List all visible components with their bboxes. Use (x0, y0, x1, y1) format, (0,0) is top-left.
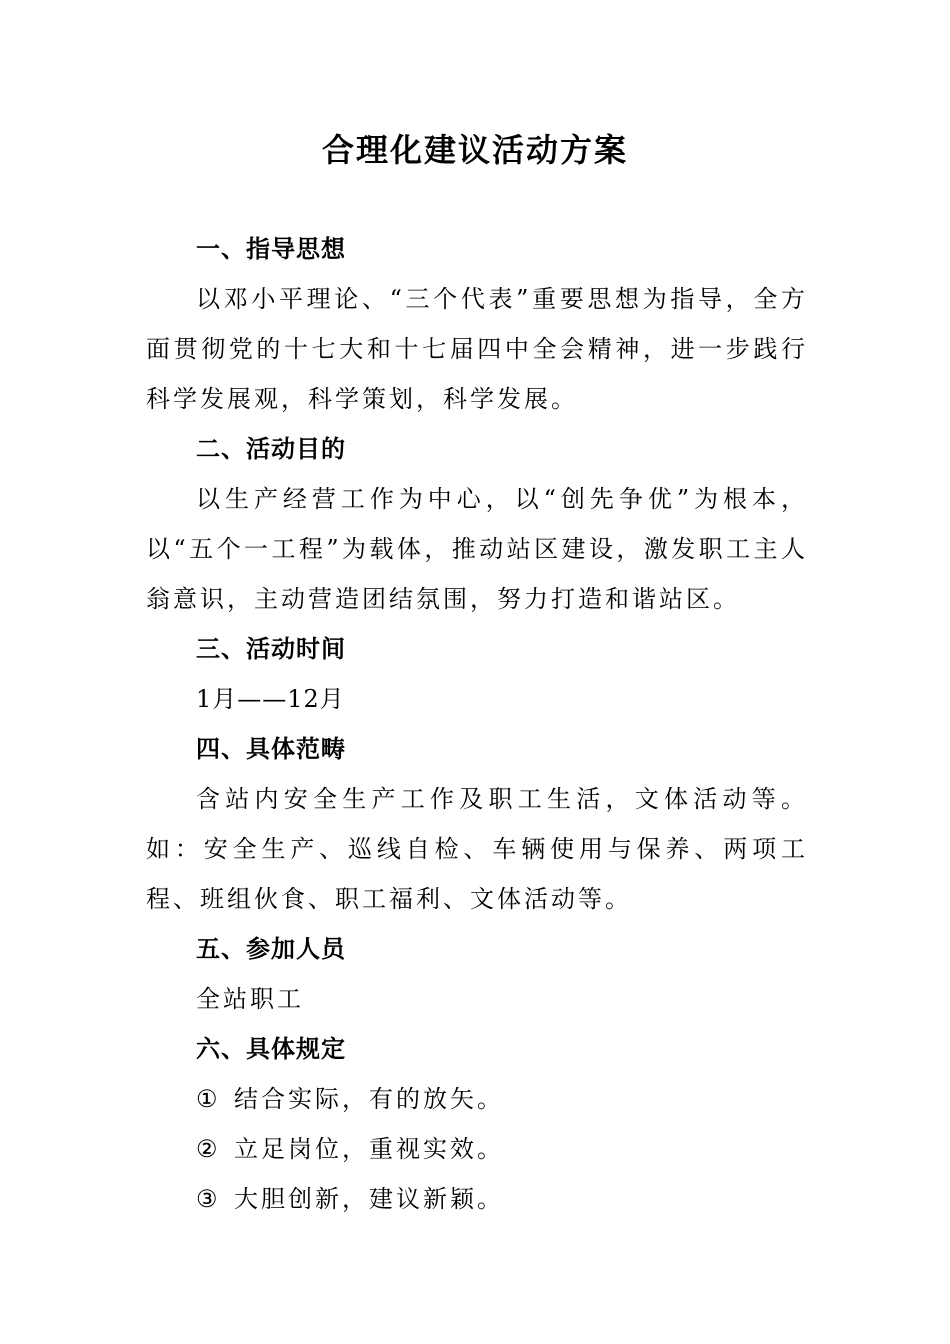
section-paragraph-participants: 全站职工 (196, 985, 304, 1013)
section-heading-activity-purpose: 二、活动目的 (196, 435, 346, 463)
regulation-item (146, 1124, 808, 1174)
section-paragraph-scope: 含站内安全生产工作及职工生活，文体活动等。如：安全生产、巡线自检、车辆使用与保养、两项工程、班组伙食、职工福利、文体活动等。 (146, 785, 808, 913)
document-title: 合理化建议活动方案 (321, 131, 628, 169)
regulation-item-text: 立足岗位，重视实效。 (234, 1135, 504, 1163)
document-body (146, 224, 808, 1224)
section-heading-scope: 四、具体范畴 (196, 735, 346, 763)
regulation-item-number: ③ (196, 1185, 221, 1213)
regulation-item (146, 1174, 808, 1224)
regulation-item-number: ② (196, 1135, 221, 1163)
section-heading-guiding-ideology: 一、指导思想 (196, 235, 346, 263)
regulation-item-text: 大胆创新，建议新颖。 (234, 1185, 504, 1213)
regulation-item-text: 结合实际，有的放矢。 (234, 1085, 504, 1113)
section-paragraph-activity-time: 1月——12月 (196, 685, 345, 713)
section-heading-regulations: 六、具体规定 (196, 1035, 346, 1063)
section-heading-participants: 五、参加人员 (196, 935, 346, 963)
section-heading-activity-time: 三、活动时间 (196, 635, 346, 663)
regulation-item (146, 1074, 808, 1124)
section-paragraph-activity-purpose: 以生产经营工作为中心，以“创先争优”为根本，以“五个一工程”为载体，推动站区建设，激发职工主人翁意识，主动营造团结氛围，努力打造和谐站区。 (146, 485, 808, 613)
section-paragraph-guiding-ideology: 以邓小平理论、“三个代表”重要思想为指导，全方面贯彻党的十七大和十七届四中全会精神，进一步践行科学发展观，科学策划，科学发展。 (146, 285, 808, 413)
regulation-item-number: ① (196, 1085, 221, 1113)
